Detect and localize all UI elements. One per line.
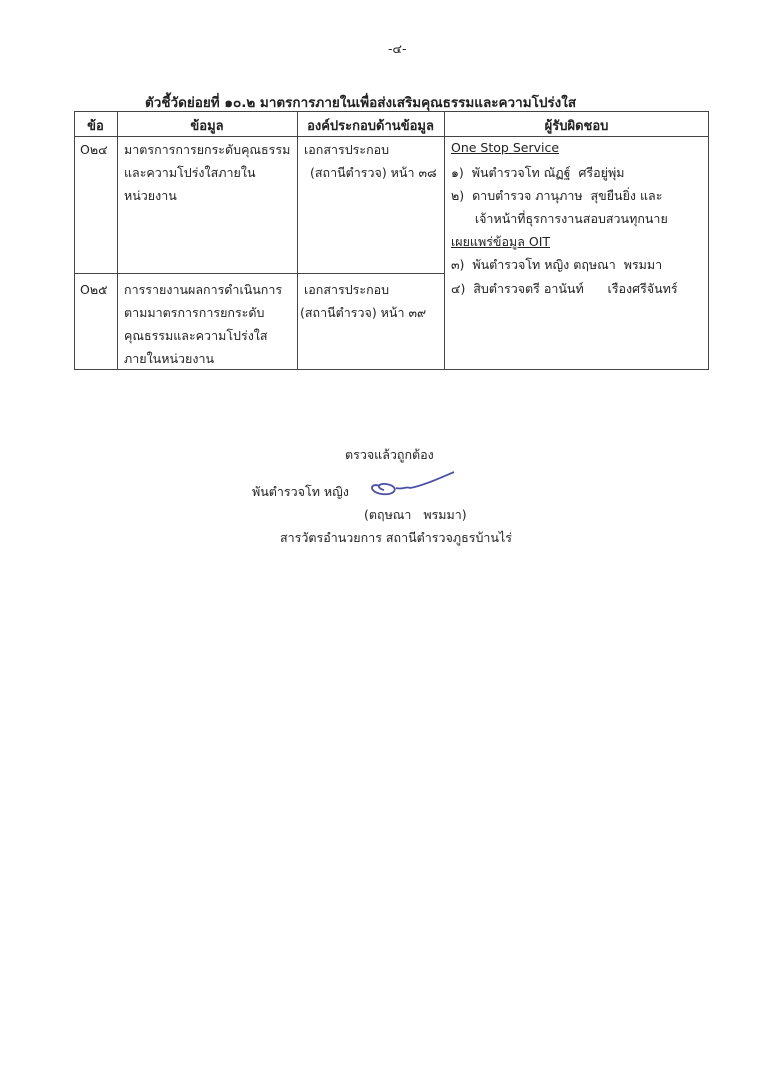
section-title: ตัวชี้วัดย่อยที่ ๑๐.๒ มาตรการภายในเพื่อส่งเสริมคุณธรรมและความโปร่งใส xyxy=(145,95,577,111)
handwritten-signature xyxy=(362,470,462,500)
row1-component: (สถานีตำรวจ) หน้า ๓๘ xyxy=(310,165,437,180)
row1-component: เอกสารประกอบ xyxy=(304,142,390,157)
row1-info: และความโปร่งใสภายใน xyxy=(124,165,256,180)
header-responsible: ผู้รับผิดชอบ xyxy=(544,119,609,134)
group-one-stop-service: One Stop Service xyxy=(451,140,560,155)
responsible-item: ๓) พันตำรวจโท หญิง ตฤษณา พรมมา xyxy=(451,257,663,272)
header-no: ข้อ xyxy=(87,119,104,134)
header-component: องค์ประกอบด้านข้อมูล xyxy=(307,119,434,134)
row1-info: มาตรการการยกระดับคุณธรรม xyxy=(124,142,291,157)
responsible-item: ๒) ดาบตำรวจ ภานุภาษ สุขยืนยิ่ง และ xyxy=(451,188,663,203)
verified-text: ตรวจแล้วถูกต้อง xyxy=(345,447,434,462)
signer-position: สารวัตรอำนวยการ สถานีตำรวจภูธรบ้านไร่ xyxy=(280,530,512,545)
responsible-item: ๑) พันตำรวจโท ณัฏฐ์ ศรีอยู่พุ่ม xyxy=(451,165,625,180)
row2-component: เอกสารประกอบ xyxy=(304,282,390,297)
row2-info: คุณธรรมและความโปร่งใส xyxy=(124,328,268,343)
row2-info: ภายในหน่วยงาน xyxy=(124,351,215,366)
page-number: -๔- xyxy=(388,41,407,56)
row1-info: หน่วยงาน xyxy=(124,188,177,203)
signer-name: (ตฤษณา พรมมา) xyxy=(364,507,467,522)
group-oit: เผยแพร่ข้อมูล OIT xyxy=(451,234,551,249)
header-info: ข้อมูล xyxy=(190,119,224,134)
row2-info: การรายงานผลการดำเนินการ xyxy=(124,282,283,297)
signer-rank: พันตำรวจโท หญิง xyxy=(252,484,349,499)
row2-info: ตามมาตรการการยกระดับ xyxy=(124,305,265,320)
row1-no: O๒๔ xyxy=(80,142,108,157)
row2-component: (สถานีตำรวจ) หน้า ๓๙ xyxy=(300,305,427,320)
responsible-item: ๔) สิบตำรวจตรี อานันท์ เรืองศรีจันทร์ xyxy=(451,281,678,296)
responsible-item: เจ้าหน้าที่ธุรการงานสอบสวนทุกนาย xyxy=(451,211,668,226)
row2-no: O๒๕ xyxy=(80,282,108,297)
